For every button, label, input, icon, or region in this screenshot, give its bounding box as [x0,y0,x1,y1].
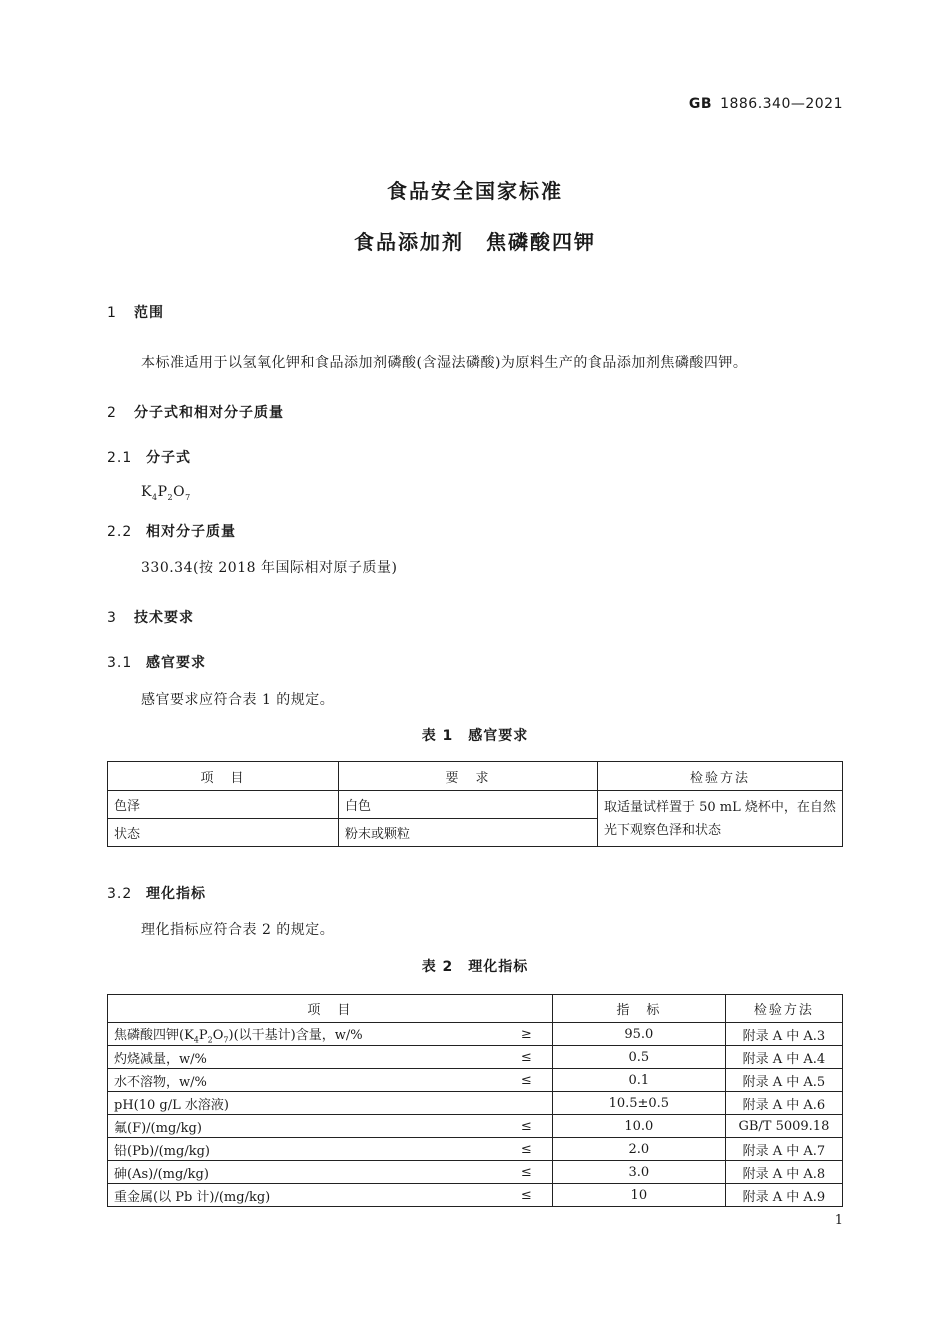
document-subtitle: 食品添加剂 焦磷酸四钾 [354,230,596,254]
table-cell-item: 灼烧减量，w/% [108,1046,486,1069]
section-title: 范围 [134,305,164,321]
section-1-text: 本标准适用于以氢氧化钾和食品添加剂磷酸(含湿法磷酸)为原料生产的食品添加剂焦磷酸四钾。 [141,355,748,371]
table-header-cell: 指 标 [552,995,725,1023]
table-cell-value: 2.0 [552,1138,725,1161]
table-cell-method: 附录 A 中 A.9 [725,1184,842,1207]
table-cell-requirement: 白色 [339,791,598,819]
standard-prefix: GB [688,96,713,112]
table-cell-item: 砷(As)/(mg/kg) [108,1161,486,1184]
table-row [108,1023,843,1046]
table-cell-item: pH(10 g/L 水溶液) [108,1092,486,1115]
table-cell-symbol: ≥ [486,1023,553,1046]
section-3-1-heading [107,652,206,672]
table-cell-item: 铅(Pb)/(mg/kg) [108,1138,486,1161]
table-1-caption: 表 1 感官要求 [421,728,529,744]
table-header-cell: 检验方法 [725,995,842,1023]
table-cell-requirement: 粉末或颗粒 [339,819,598,847]
table-cell-symbol [486,1092,553,1115]
standard-code: 1886.340—2021 [720,96,843,112]
section-3-2-heading [107,883,206,903]
table-row [108,1046,843,1069]
table-cell-value: 0.1 [552,1069,725,1092]
document-title: 食品安全国家标准 [387,179,563,203]
section-title: 感官要求 [146,655,206,671]
table-cell-item: 焦磷酸四钾$(K_4P_2O_7)$(以干基计)含量，w/% [108,1023,486,1046]
table-row [108,1161,843,1184]
physicochemical-indicators-table [107,994,843,1207]
table-cell-symbol: ≤ [486,1138,553,1161]
table-header-row [108,762,843,791]
table-cell-method: 附录 A 中 A.4 [725,1046,842,1069]
table-cell-item: 色泽 [108,791,339,819]
table-cell-value: 0.5 [552,1046,725,1069]
table-cell-method: 附录 A 中 A.8 [725,1161,842,1184]
table-header-row [108,995,843,1023]
table-cell-symbol: ≤ [486,1115,553,1138]
section-number: 3 [107,610,117,626]
table-cell-method: 附录 A 中 A.6 [725,1092,842,1115]
section-number: 3.2 [107,886,133,902]
table-cell-item: 状态 [108,819,339,847]
table-row [108,1115,843,1138]
section-title: 相对分子质量 [146,524,236,540]
table-header-cell: 项 目 [108,995,553,1023]
table-cell-value: 10.0 [552,1115,725,1138]
table-cell-value: 10 [552,1184,725,1207]
section-2-1-heading [107,447,191,467]
section-title: 分子式和相对分子质量 [134,405,284,421]
table-cell-value: 95.0 [552,1023,725,1046]
section-2-2-heading [107,521,236,541]
section-2-heading [107,402,284,422]
table-cell-item: 水不溶物，w/% [108,1069,486,1092]
page-number: 1 [834,1213,843,1228]
table-cell-value: 10.5±0.5 [552,1092,725,1115]
table-cell-symbol: ≤ [486,1161,553,1184]
table-row [108,1092,843,1115]
table-cell-item: 氟(F)/(mg/kg) [108,1115,486,1138]
table-cell-method: 附录 A 中 A.7 [725,1138,842,1161]
table-header-cell: 检验方法 [598,762,843,791]
section-3-1-text: 感官要求应符合表 1 的规定。 [141,692,335,708]
table-header-cell: 要 求 [339,762,598,791]
table-row [108,791,843,819]
section-number: 2.1 [107,450,133,466]
standard-number [689,96,843,112]
table-2-caption: 表 2 理化指标 [421,959,529,975]
section-number: 1 [107,305,117,321]
table-cell-method: GB/T 5009.18 [725,1115,842,1138]
section-number: 2.2 [107,524,133,540]
table-row [108,1138,843,1161]
table-cell-method: 取适量试样置于 50 mL 烧杯中，在自然光下观察色泽和状态 [598,791,843,847]
section-title: 分子式 [146,450,191,466]
table-cell-symbol: ≤ [486,1184,553,1207]
molecular-weight: 330.34(按 2018 年国际相对原子质量) [141,560,398,576]
section-number: 2 [107,405,117,421]
molecular-formula: $K_4P_2O_7$ [141,484,191,502]
table-header-cell: 项 目 [108,762,339,791]
table-cell-method: 附录 A 中 A.5 [725,1069,842,1092]
table-cell-method: 附录 A 中 A.3 [725,1023,842,1046]
section-title: 技术要求 [134,610,194,626]
section-1-heading [107,302,164,322]
table-row [108,1069,843,1092]
section-number: 3.1 [107,655,133,671]
table-cell-value: 3.0 [552,1161,725,1184]
table-row [108,1184,843,1207]
table-cell-symbol: ≤ [486,1069,553,1092]
section-3-2-text: 理化指标应符合表 2 的规定。 [141,922,335,938]
sensory-requirements-table [107,761,843,847]
section-3-heading [107,607,194,627]
table-cell-symbol: ≤ [486,1046,553,1069]
section-title: 理化指标 [146,886,206,902]
table-cell-item: 重金属(以 Pb 计)/(mg/kg) [108,1184,486,1207]
